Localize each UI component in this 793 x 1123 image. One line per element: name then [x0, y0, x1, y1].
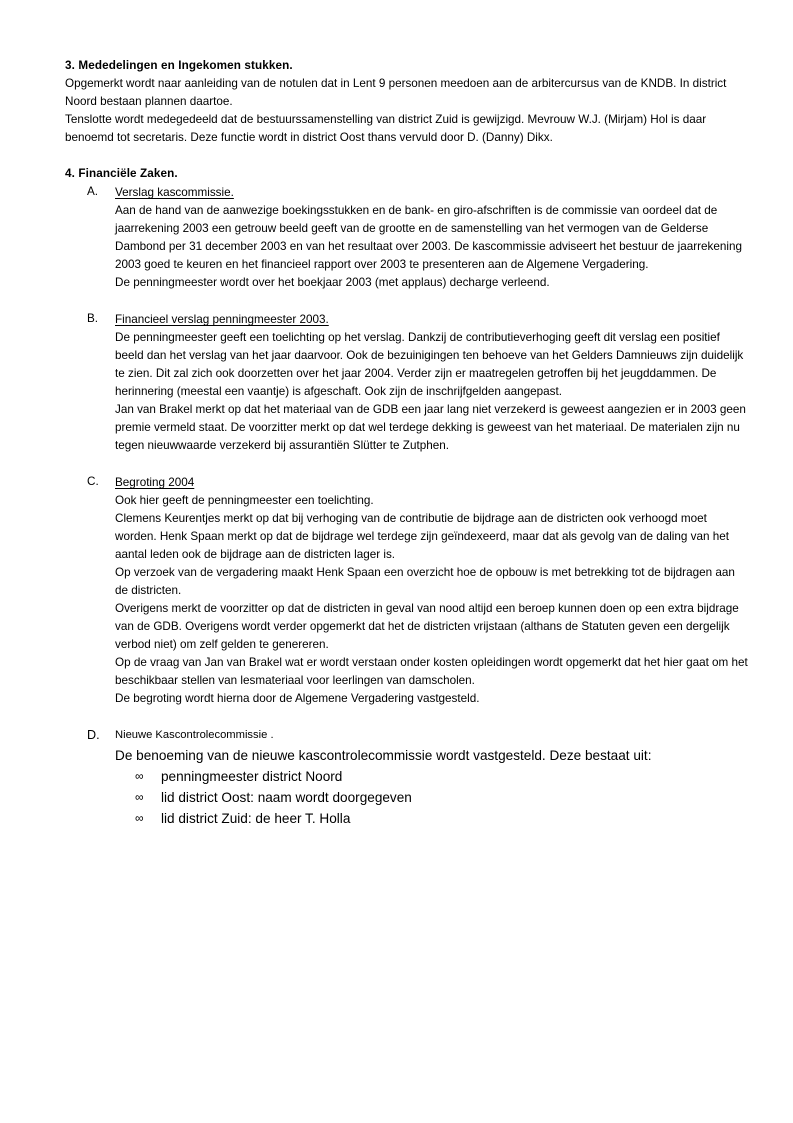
subitem-a-paragraph-2: De penningmeester wordt over het boekjaar 2003 (met applaus) decharge verleend.: [115, 276, 550, 289]
subitem-d-letter: D.: [87, 728, 100, 742]
section-4-heading: 4. Financiële Zaken.: [65, 167, 178, 180]
subitem-d-intro: De benoeming van de nieuwe kascontrolecommissie wordt vastgesteld. Deze bestaat uit:: [115, 748, 652, 763]
subitem-b-paragraph-1: De penningmeester geeft een toelichting op het verslag. Dankzij de contributieverhoging geeft dit verslag een positief beeld dan het verslag van het jaar daarvoor. Ook de bezuinigingen ten behoeve van het Gelders Damnieuws zijn duidelijk te zien. Dit zal zich ook doorzetten over het jaar 2004. Verder zijn er maatregelen getroffen bij het jeugddammen. De herinnering (meestal een vaantje) is afgeschaft. Ook zijn de inschrijfgelden aangepast.: [115, 331, 744, 398]
section-3-paragraph-1: Opgemerkt wordt naar aanleiding van de notulen dat in Lent 9 personen meedoen aan de arbitercursus van de KNDB. In district Noord bestaan plannen daartoe.: [65, 77, 727, 108]
list-item-label: penningmeester district Noord: [161, 769, 343, 784]
subitem-b-paragraph-2: Jan van Brakel merkt op dat het materiaal van de GDB een jaar lang niet verzekerd is geweest aangezien er in 2003 geen premie vermeld staat. De voorzitter merkt op dat wel terdege dekking is geweest van het materiaal. De materialen zijn nu tegen nieuwwaarde verzekerd bij assurantiën Slütter te Zutphen.: [115, 403, 746, 452]
subitem-c-title: Begroting 2004: [115, 476, 195, 489]
list-item: [115, 808, 750, 829]
infinity-bullet-icon: ∞: [135, 811, 144, 825]
subitem-c-paragraph-1: Ook hier geeft de penningmeester een toelichting.: [115, 494, 374, 507]
subitem-a-body: [115, 202, 750, 292]
subitem-c-paragraph-3: Op verzoek van de vergadering maakt Henk Spaan een overzicht hoe de opbouw is met betrekking tot de bijdragen aan de districten.: [115, 566, 735, 597]
infinity-bullet-icon: ∞: [135, 790, 144, 804]
subitem-d-title: Nieuwe Kascontrolecommissie .: [115, 729, 274, 741]
subitem-c-paragraph-4: Overigens merkt de voorzitter op dat de districten in geval van nood altijd een beroep kunnen doen op een extra bijdrage van de GDB. Overigens wordt verder opgemerkt dat het de districten vrijstaan (althans de Statuten geven een dergelijk verbod niet) om zelf gelden te genereren.: [115, 602, 739, 651]
subitem-b-body: [115, 329, 750, 455]
kascontrolecommissie-list: [115, 766, 750, 829]
subitem-d-body: [115, 745, 750, 829]
subitem-d: [65, 726, 750, 829]
infinity-bullet-icon: ∞: [135, 769, 144, 783]
subitem-c-paragraph-5: Op de vraag van Jan van Brakel wat er wordt verstaan onder kosten opleidingen wordt opgemerkt dat het hier gaat om het beschikbaar stellen van lesmateriaal voor leerlingen van damscholen.: [115, 656, 748, 687]
subitem-b-letter: B.: [87, 312, 99, 325]
subitem-c-letter: C.: [87, 475, 99, 488]
list-item-label: lid district Zuid: de heer T. Holla: [161, 811, 351, 826]
subitem-c: [65, 473, 750, 708]
subitem-b: [65, 310, 750, 455]
subitem-a: [65, 183, 750, 292]
subitem-c-paragraph-2: Clemens Keurentjes merkt op dat bij verhoging van de contributie de bijdrage aan de districten ook verhoogd moet worden. Henk Spaan merkt op dat de bijdrage wel terdege zijn geïndexeerd, maar dat als gevolg van de daling van het aantal leden ook de bijdrage aan de districten lager is.: [115, 512, 729, 561]
subitem-a-letter: A.: [87, 185, 99, 198]
list-item: [115, 766, 750, 787]
subitem-a-paragraph-1: Aan de hand van de aanwezige boekingsstukken en de bank- en giro-afschriften is de commissie van oordeel dat de jaarrekening 2003 een getrouw beeld geeft van de grootte en de samenstelling van het vermogen van de Gelderse Dambond per 31 december 2003 en van het resultaat over 2003. De kascommissie adviseert het bestuur de jaarrekening 2003 goed te keuren en het financieel rapport over 2003 te presenteren aan de Algemene Vergadering.: [115, 204, 742, 271]
subitem-c-paragraph-6: De begroting wordt hierna door de Algemene Vergadering vastgesteld.: [115, 692, 480, 705]
section-4: [65, 165, 750, 829]
subitem-b-title: Financieel verslag penningmeester 2003.: [115, 313, 329, 326]
section-3-heading: 3. Mededelingen en Ingekomen stukken.: [65, 59, 293, 72]
section-3: [65, 57, 750, 147]
list-item-label: lid district Oost: naam wordt doorgegeven: [161, 790, 412, 805]
subitem-c-body: [115, 492, 750, 708]
section-3-paragraph-2: Tenslotte wordt medegedeeld dat de bestuurssamenstelling van district Zuid is gewijzigd. Mevrouw W.J. (Mirjam) Hol is daar benoemd tot secretaris. Deze functie wordt in district Oost thans vervuld door D. (Danny) Dikx.: [65, 113, 707, 144]
document-content: [65, 57, 750, 829]
subitem-a-title: Verslag kascommissie.: [115, 186, 234, 199]
list-item: [115, 787, 750, 808]
